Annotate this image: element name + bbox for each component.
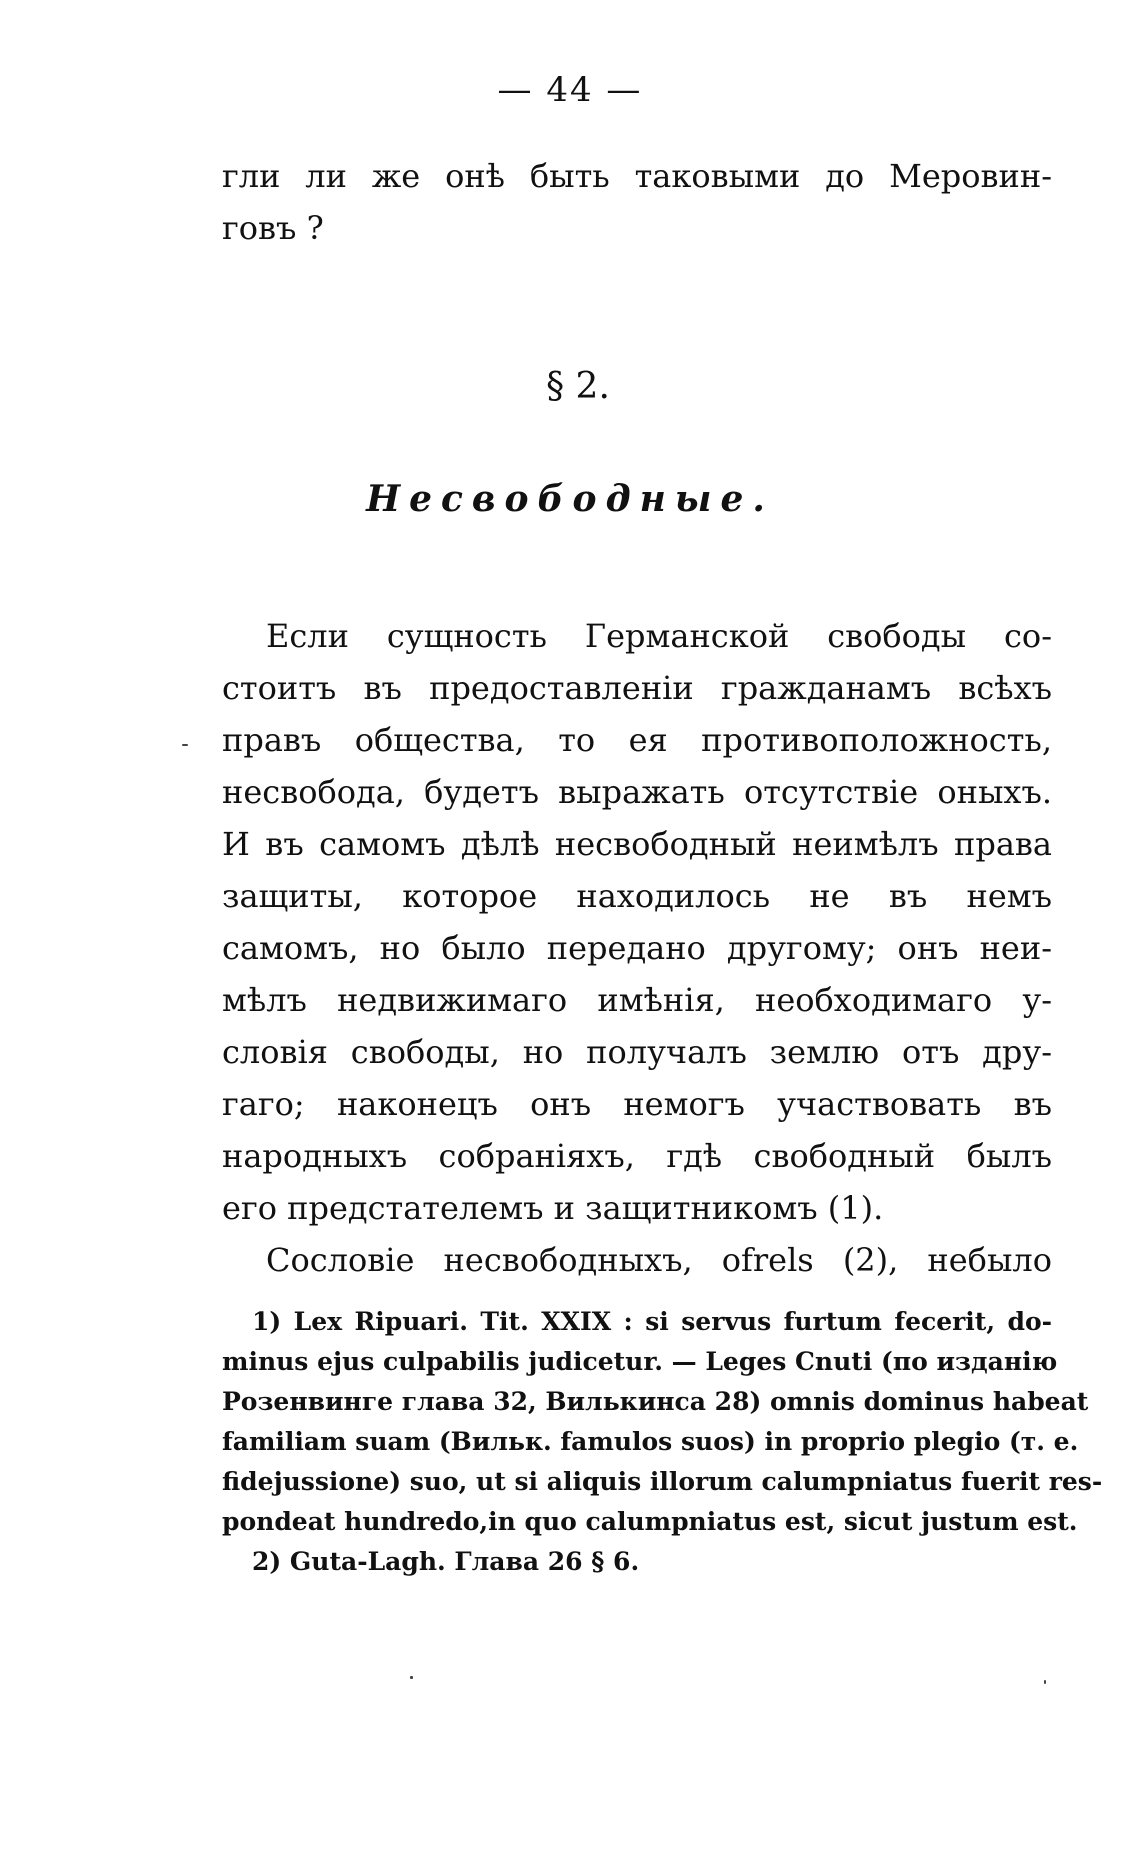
text-line: говъ ? <box>222 209 324 247</box>
text-line: правъ общества, то ея противоположность, <box>222 721 1052 759</box>
footnote-line: fidejussione) suo, ut si aliquis illorum calumpniatus fuerit res- <box>222 1467 1103 1496</box>
paper-speck <box>182 744 188 746</box>
footnote-line: minus ejus culpabilis judicetur. — Leges Cnuti (по изданію <box>222 1347 1058 1376</box>
paper-speck <box>410 1676 413 1679</box>
footnote-line: 1) Lex Ripuari. Tit. XXIX : si servus furtum fecerit, do- <box>252 1307 1052 1336</box>
text-line: И въ самомъ дѣлѣ несвободный неимѣлъ права <box>222 825 1052 863</box>
paper-speck <box>1044 1680 1046 1684</box>
continuation-line: Сословіе несвободныхъ, ofrels (2), небыло <box>266 1241 1052 1279</box>
text-line: словія свободы, но получалъ землю отъ дру- <box>222 1033 1052 1071</box>
text-line: мѣлъ недвижимаго имѣнія, необходимаго у- <box>222 981 1052 1019</box>
page-number: — 44 — <box>497 70 643 110</box>
text-line: его предстателемъ и защитникомъ (1). <box>222 1189 884 1227</box>
text-line: несвобода, будетъ выражать отсутствіе оныхъ. <box>222 773 1052 811</box>
footnote-line: 2) Guta-Lagh. Глава 26 § 6. <box>252 1547 640 1576</box>
text-line: гаго; наконецъ онъ немогъ участвовать въ <box>222 1085 1052 1123</box>
text-line: гли ли же онѣ быть таковыми до Меровин- <box>222 157 1052 195</box>
text-line: самомъ, но было передано другому; онъ неи- <box>222 929 1052 967</box>
footnotes <box>222 1302 1103 1582</box>
section-title: Несвободные. <box>366 478 774 520</box>
text-line: Если сущность Германской свободы со- <box>266 617 1052 655</box>
text-line: защиты, которое находилось не въ немъ <box>222 877 1052 915</box>
footnote-line: pondeat hundredo,in quo calumpniatus est, sicut justum est. <box>222 1507 1078 1536</box>
text-line: народныхъ собраніяхъ, гдѣ свободный былъ <box>222 1137 1052 1175</box>
main-paragraph <box>222 610 1052 1286</box>
footnote-line: familiam suam (Вильк. famulos suos) in proprio plegio (т. е. <box>222 1427 1079 1456</box>
section-number: § 2. <box>546 366 610 407</box>
top-paragraph <box>222 150 1052 254</box>
footnote-line: Розенвинге глава 32, Вилькинса 28) omnis dominus habeat <box>222 1387 1089 1416</box>
text-line: стоитъ въ предоставленіи гражданамъ всѣхъ <box>222 669 1052 707</box>
